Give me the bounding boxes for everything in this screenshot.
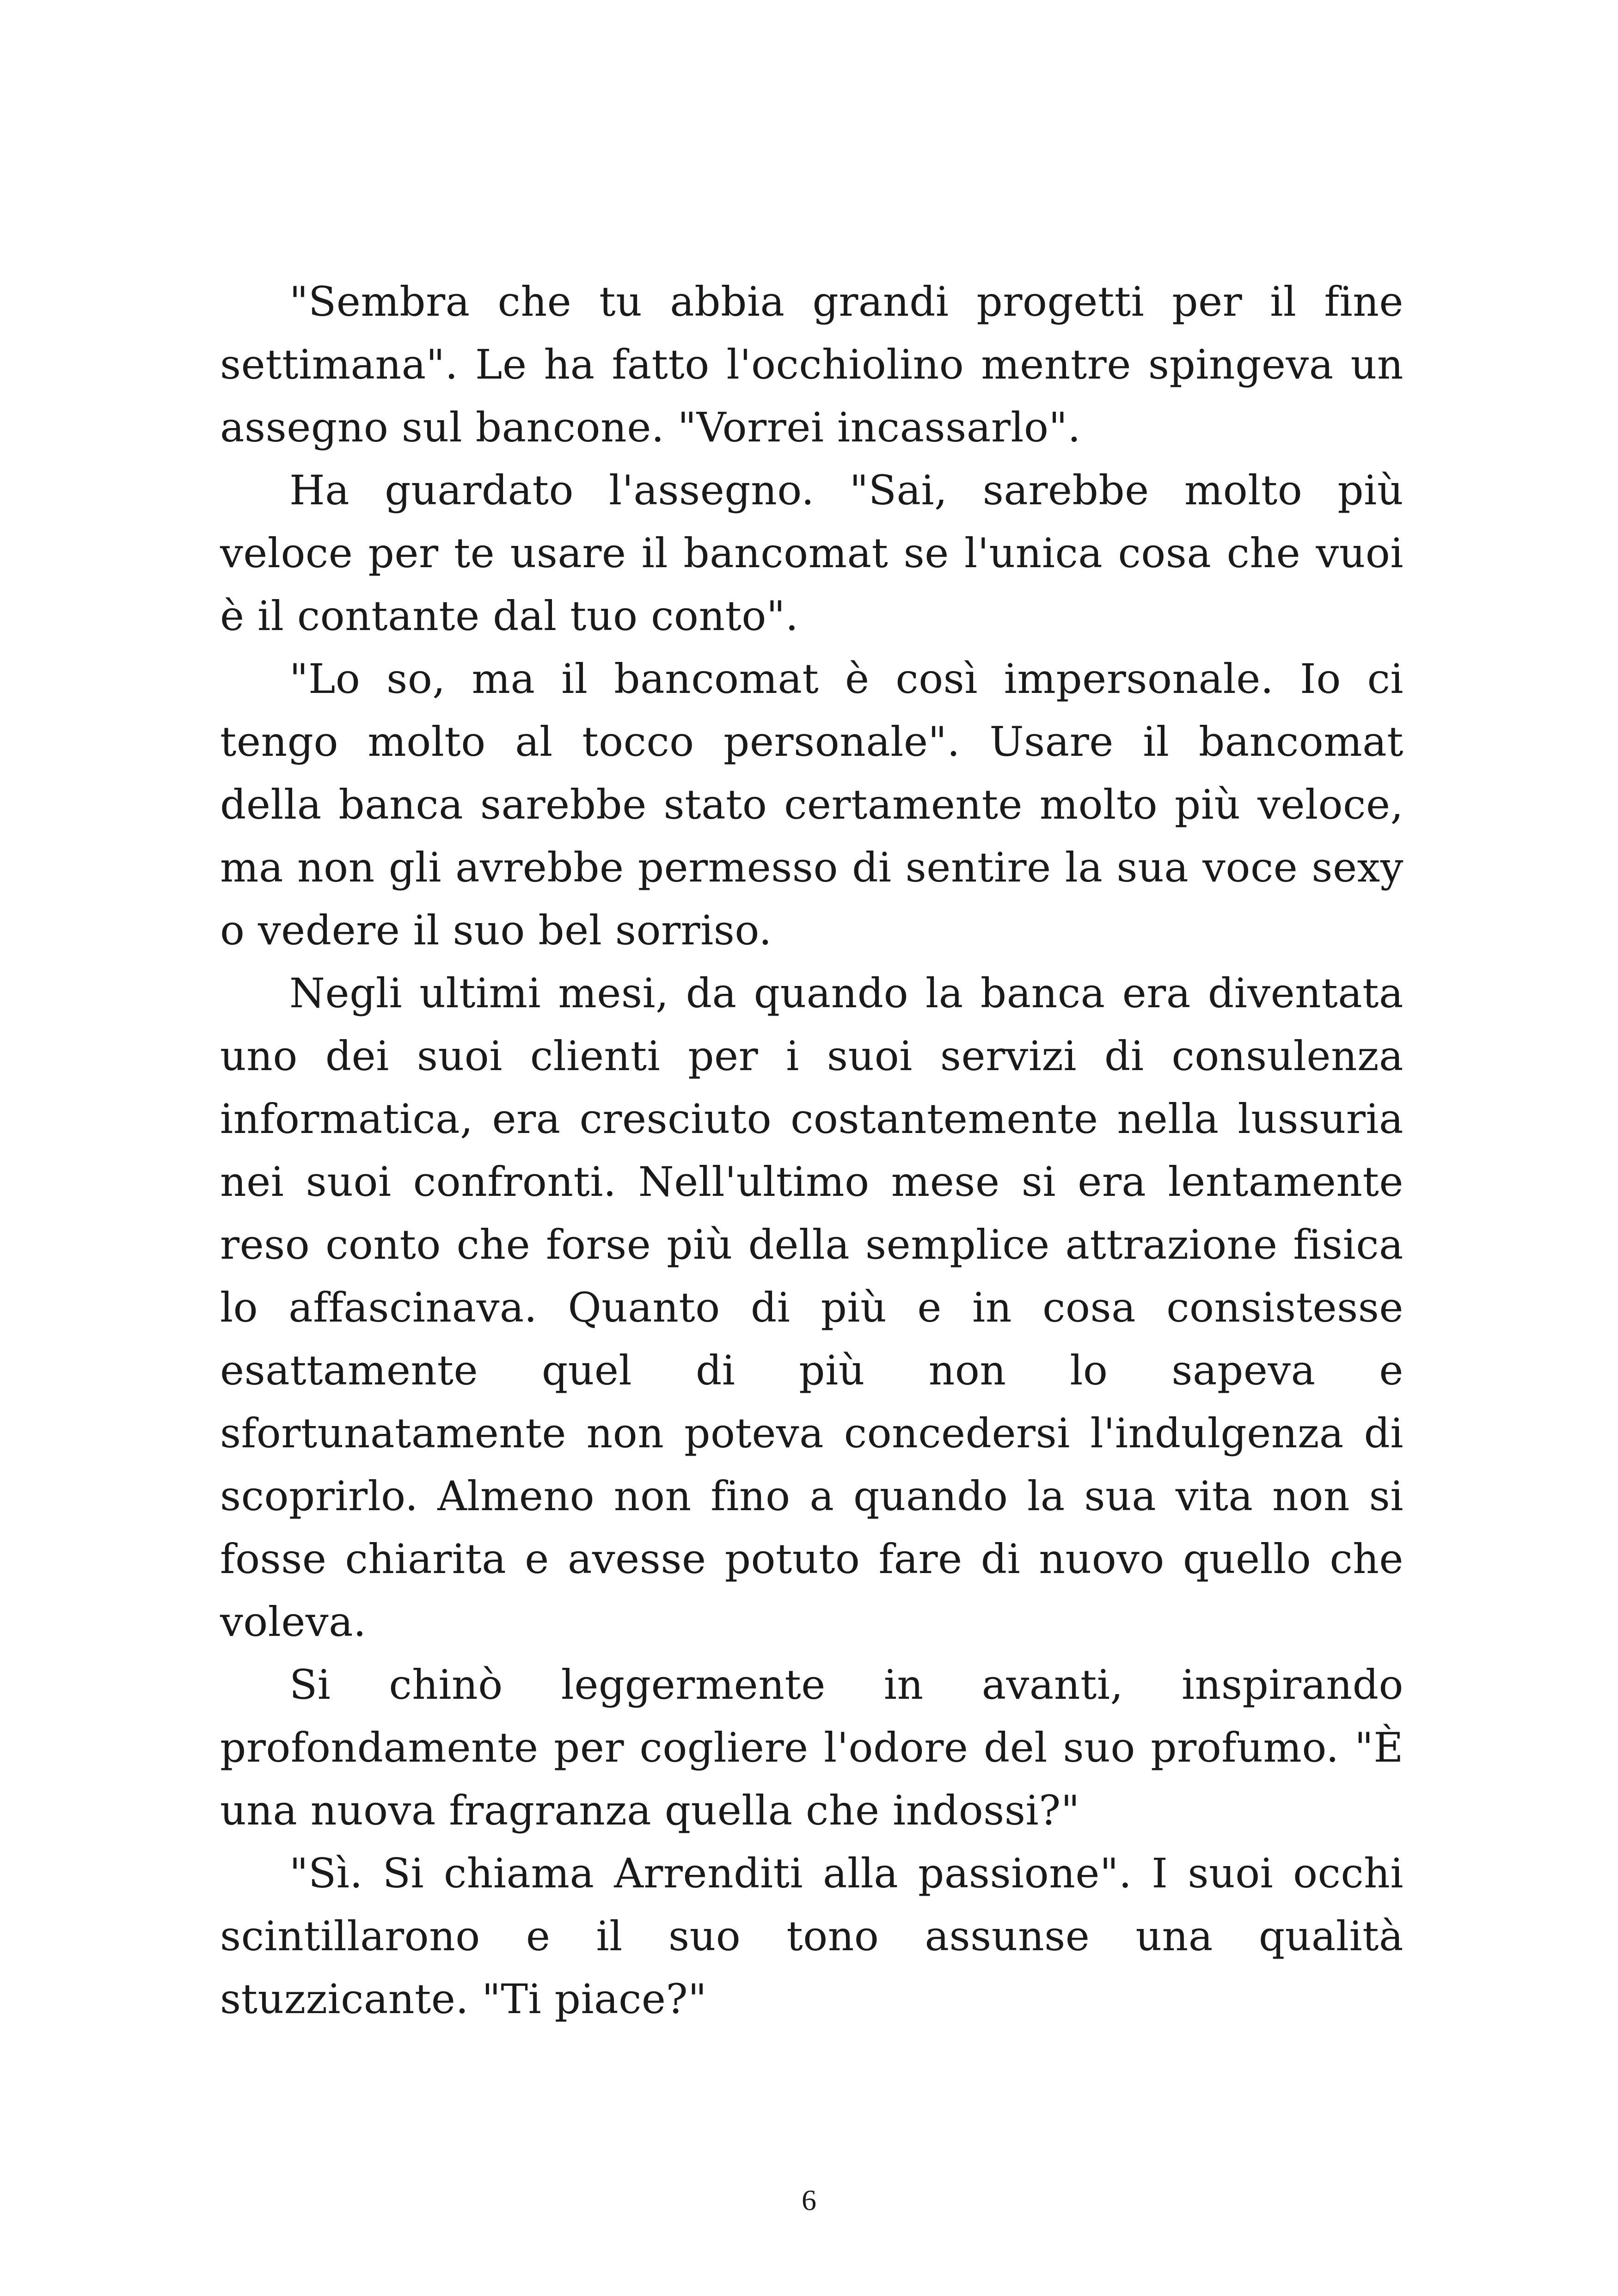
body-text: [220, 270, 1403, 2031]
paragraph: Ha guardato l'assegno. "Sai, sarebbe molto più veloce per te usare il bancomat se l'unica cosa che vuoi è il contante dal tuo conto".: [220, 466, 1403, 640]
paragraph: "Sembra che tu abbia grandi progetti per il fine settimana". Le ha fatto l'occhiolino mentre spingeva un assegno sul bancone. "Vorrei incassarlo".: [220, 278, 1403, 451]
paragraph: "Lo so, ma il bancomat è così impersonale. Io ci tengo molto al tocco personale". Usare il bancomat della banca sarebbe stato certamente molto più veloce, ma non gli avrebbe permesso di sentire la sua voce sexy o vedere il suo bel sorriso.: [220, 655, 1403, 954]
page-number: 6: [802, 2184, 816, 2216]
paragraph: Negli ultimi mesi, da quando la banca era diventata uno dei suoi clienti per i suoi servizi di consulenza informatica, era cresciuto costantemente nella lussuria nei suoi confronti. Nell'ultimo mese si era lentamente reso conto che forse più della semplice attrazione fisica lo affascinava. Quanto di più e in cosa consistesse esattamente quel di più non lo sapeva e sfortunatamente non poteva concedersi l'indulgenza di scoprirlo. Almeno non fino a quando la sua vita non si fosse chiarita e avesse potuto fare di nuovo quello che voleva.: [220, 969, 1403, 1646]
paragraph: "Sì. Si chiama Arrenditi alla passione". I suoi occhi scintillarono e il suo tono assunse una qualità stuzzicante. "Ti piace?": [220, 1849, 1403, 2023]
paragraph: Si chinò leggermente in avanti, inspirando profondamente per cogliere l'odore del suo profumo. "È una nuova fragranza quella che indossi?": [220, 1661, 1403, 1834]
